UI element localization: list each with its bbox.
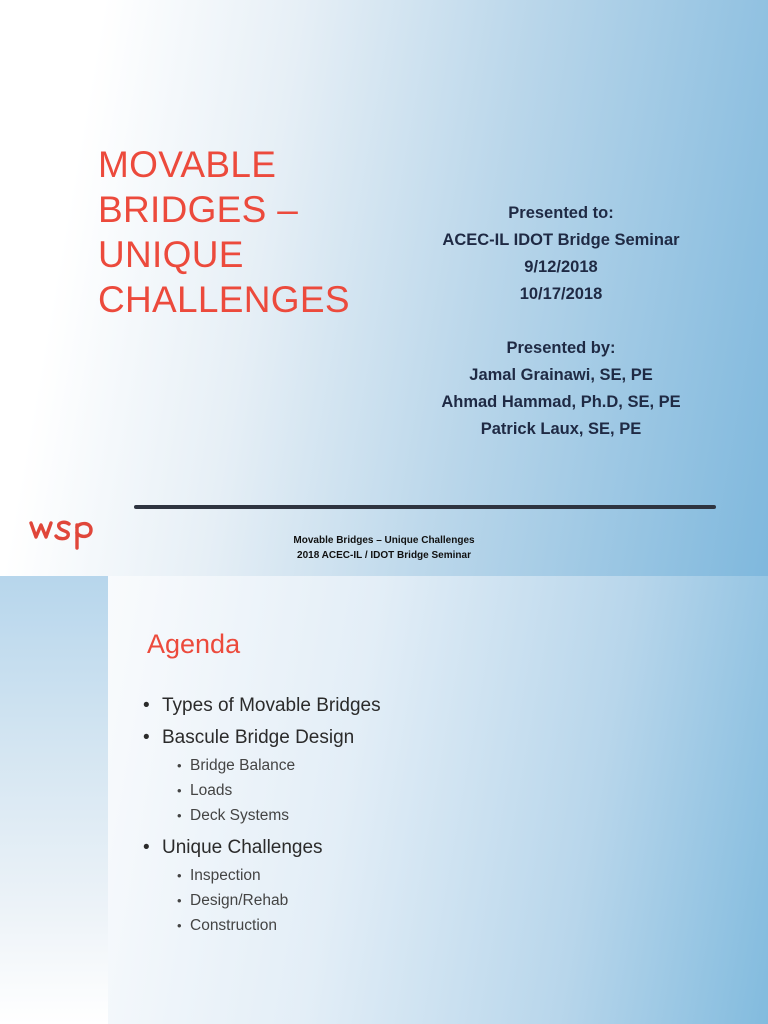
agenda-item-label: Unique Challenges — [162, 837, 323, 858]
agenda-item-label: Bascule Bridge Design — [162, 727, 355, 748]
title-line: CHALLENGES — [98, 279, 350, 320]
agenda-item — [143, 836, 703, 938]
agenda-subitem: • Construction — [162, 913, 703, 938]
agenda-sublist — [162, 753, 703, 828]
presenter-name: Jamal Grainawi, SE, PE — [469, 366, 653, 384]
agenda-sublist — [162, 863, 703, 938]
presenter-name: Patrick Laux, SE, PE — [480, 420, 642, 438]
seminar-name: ACEC-IL IDOT Bridge Seminar — [442, 231, 680, 249]
presented-by-label: Presented by: — [506, 339, 616, 357]
agenda-item — [143, 726, 703, 828]
footer-line: Movable Bridges – Unique Challenges — [293, 535, 475, 546]
agenda-subitem: • Inspection — [162, 863, 703, 888]
slide-footer — [200, 533, 568, 563]
title-line: BRIDGES – — [98, 189, 299, 230]
agenda-slide — [0, 576, 768, 1024]
presentation-title — [98, 142, 398, 322]
date: 9/12/2018 — [524, 258, 598, 276]
agenda-subitem: • Deck Systems — [162, 803, 703, 828]
spacer — [410, 308, 712, 335]
title-line: UNIQUE — [98, 234, 244, 275]
wsp-logo — [28, 512, 96, 552]
title-line: MOVABLE — [98, 144, 277, 185]
presentation-info — [410, 200, 712, 443]
presented-to-label: Presented to: — [508, 204, 614, 222]
agenda-subitem: • Design/Rehab — [162, 888, 703, 913]
agenda-item-label: Types of Movable Bridges — [162, 695, 381, 716]
agenda-subitem: • Loads — [162, 778, 703, 803]
agenda-title: Agenda — [147, 629, 241, 659]
footer-line: 2018 ACEC-IL / IDOT Bridge Seminar — [297, 550, 471, 561]
date: 10/17/2018 — [519, 285, 603, 303]
agenda-list — [143, 694, 703, 946]
agenda-item — [143, 694, 703, 718]
presenter-name: Ahmad Hammad, Ph.D, SE, PE — [441, 393, 681, 411]
decorative-strip — [0, 576, 108, 1024]
agenda-subitem: • Bridge Balance — [162, 753, 703, 778]
divider-line — [134, 505, 716, 509]
